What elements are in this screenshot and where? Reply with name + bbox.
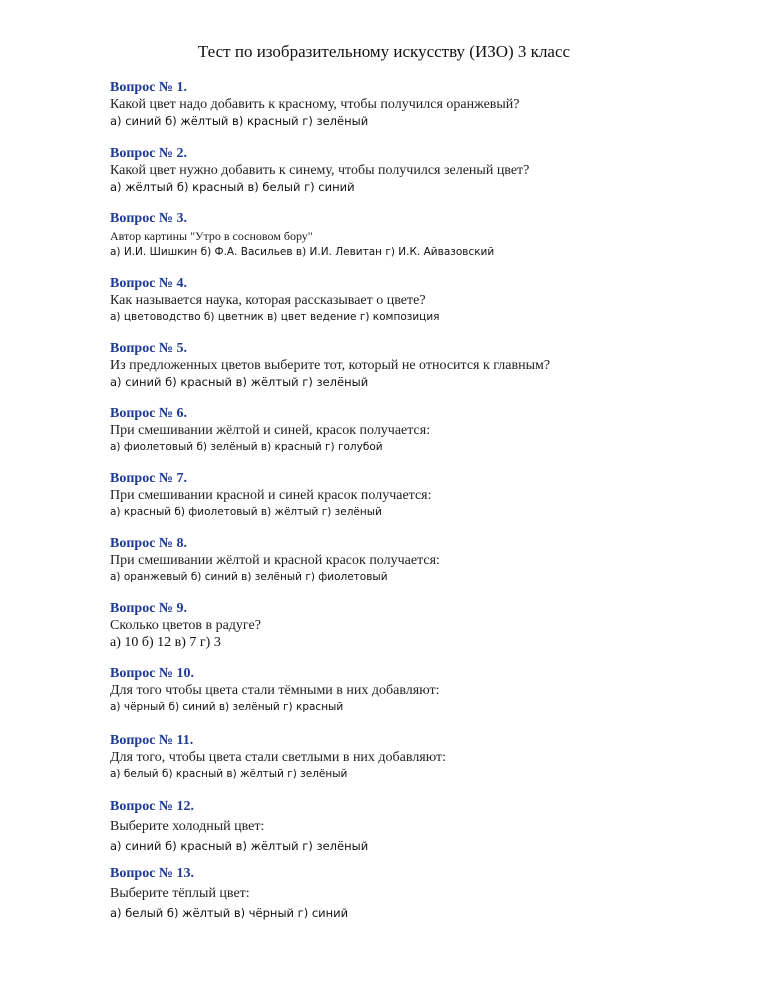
page-title: Тест по изобразительному искусству (ИЗО) 3 класс (197, 42, 571, 61)
question-3 (110, 211, 730, 261)
question-9 (110, 601, 730, 651)
question-header: Вопрос № 4. (110, 276, 187, 291)
question-answers: а) фиолетовый б) зелёный в) красный г) голубой (110, 441, 383, 453)
question-text: При смешивании жёлтой и красной красок получается: (110, 553, 440, 568)
question-header: Вопрос № 12. (110, 799, 194, 814)
question-12 (110, 799, 730, 855)
question-answers: а) синий б) красный в) жёлтый г) зелёный (110, 375, 369, 389)
question-header: Вопрос № 2. (110, 146, 187, 161)
question-answers: а) И.И. Шишкин б) Ф.А. Васильев в) И.И. Левитан г) И.К. Айвазовский (110, 246, 495, 258)
question-answers: а) цветоводство б) цветник в) цвет ведение г) композиция (110, 311, 440, 323)
question-text: При смешивании жёлтой и синей, красок получается: (110, 423, 431, 438)
question-text: Из предложенных цветов выберите тот, который не относится к главным? (110, 358, 551, 373)
question-5 (110, 341, 730, 391)
question-text: Выберите тёплый цвет: (110, 886, 250, 901)
question-text: Какой цвет нужно добавить к синему, чтобы получился зеленый цвет? (110, 163, 530, 178)
question-answers: а) белый б) жёлтый в) чёрный г) синий (110, 906, 349, 920)
question-text: Сколько цветов в радуге? (110, 618, 261, 633)
question-13 (110, 866, 730, 922)
question-header: Вопрос № 11. (110, 733, 194, 748)
question-text: При смешивании красной и синей красок получается: (110, 488, 432, 503)
question-text: Автор картины "Утро в сосновом бору" (110, 229, 313, 243)
question-8 (110, 536, 730, 586)
question-header: Вопрос № 1. (110, 80, 187, 95)
question-answers: а) синий б) жёлтый в) красный г) зелёный (110, 114, 369, 128)
question-text: Для того, чтобы цвета стали светлыми в них добавляют: (110, 750, 447, 765)
question-header: Вопрос № 10. (110, 666, 194, 681)
question-header: Вопрос № 6. (110, 406, 187, 421)
question-answers: а) красный б) фиолетовый в) жёлтый г) зелёный (110, 506, 382, 518)
question-header: Вопрос № 8. (110, 536, 187, 551)
question-text: Какой цвет надо добавить к красному, чтобы получился оранжевый? (110, 97, 520, 112)
question-text: Для того чтобы цвета стали тёмными в них добавляют: (110, 683, 440, 698)
question-answers: а) белый б) красный в) жёлтый г) зелёный (110, 768, 348, 780)
question-answers: а) 10 б) 12 в) 7 г) 3 (110, 635, 221, 650)
question-10 (110, 666, 730, 716)
question-answers: а) жёлтый б) красный в) белый г) синий (110, 180, 355, 194)
question-answers: а) оранжевый б) синий в) зелёный г) фиолетовый (110, 571, 388, 583)
question-answers: а) чёрный б) синий в) зелёный г) красный (110, 701, 344, 713)
question-answers: а) синий б) красный в) жёлтый г) зелёный (110, 839, 369, 853)
question-6 (110, 406, 730, 456)
question-2 (110, 146, 730, 196)
question-header: Вопрос № 5. (110, 341, 187, 356)
question-text: Выберите холодный цвет: (110, 819, 265, 834)
question-header: Вопрос № 3. (110, 211, 187, 226)
question-7 (110, 471, 730, 521)
question-header: Вопрос № 13. (110, 866, 194, 881)
question-text: Как называется наука, которая рассказывает о цвете? (110, 293, 426, 308)
question-header: Вопрос № 7. (110, 471, 187, 486)
question-1 (110, 80, 730, 130)
question-header: Вопрос № 9. (110, 601, 187, 616)
question-4 (110, 276, 730, 326)
question-11 (110, 733, 730, 783)
